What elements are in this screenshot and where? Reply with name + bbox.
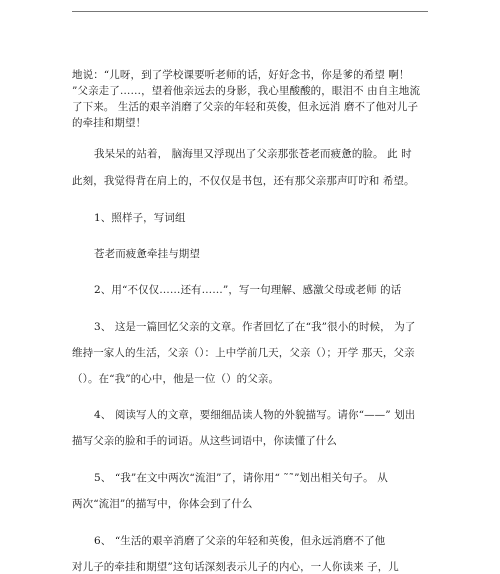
reflection-line: 此刻，我觉得背在肩上的，不仅仅是书包，还有那父亲那声叮咛和 希望。 <box>72 175 415 187</box>
question-4-line: 4、 阅读写人的文章，要细细品读人物的外貌描写。请你“——” 划出 <box>94 409 416 421</box>
passage-line: 了下来。 生活的艰辛消磨了父亲的年轻和英俊，但永远消 磨不了他对儿子 <box>72 101 419 113</box>
question-3-line: 3、 这是一篇回忆父亲的文章。作者回忆了在“我”很小的时候， 为了 <box>94 321 416 333</box>
passage-line: ”父亲走了……，望着他亲远去的身影，我心里酸酸的，眼泪不 由自主地流 <box>72 85 421 97</box>
question-3-line: 维持一家人的生活，父亲（）：上中学前几天，父亲（）；开学 那天，父亲 <box>72 347 415 359</box>
question-4-line: 描写父亲的脸和手的词语。从这些词语中，你读懂了什么 <box>72 435 337 447</box>
question-3-line: （）。在“我”的心中，他是一位（）的父亲。 <box>72 373 280 385</box>
question-5-line: 5、 “我”在文中两次“流泪”了，请你用“ ˜˜”划出相关句子。 从 <box>94 472 388 484</box>
question-6-line: 6、 “生活的艰辛消磨了父亲的年轻和英俊，但永远消磨不了他 <box>94 535 386 547</box>
reflection-line: 我呆呆的站着， 脑海里又浮现出了父亲那张苍老而疲惫的脸。 此 时 <box>94 148 412 160</box>
question-2: 2、用“不仅仅……还有……”，写一句理解、感激父母或老师 的话 <box>94 284 402 296</box>
question-1-example: 苍老而疲惫牵挂与期望 <box>94 248 200 260</box>
header-rule <box>72 11 428 12</box>
passage-line: 地说：“儿呀，到了学校课要听老师的话，好好念书，你是爹的希望 啊！ <box>72 69 410 81</box>
passage-line: 的牵挂和期望！ <box>72 117 147 129</box>
question-1-title: 1、照样子，写词组 <box>94 212 186 224</box>
question-5-line: 两次“流泪”的描写中，你体会到了什么 <box>72 498 253 510</box>
question-6-line: 对儿子的牵挂和期望”这句话深刻表示儿子的内心，一人你读来 子，儿 <box>72 561 399 573</box>
